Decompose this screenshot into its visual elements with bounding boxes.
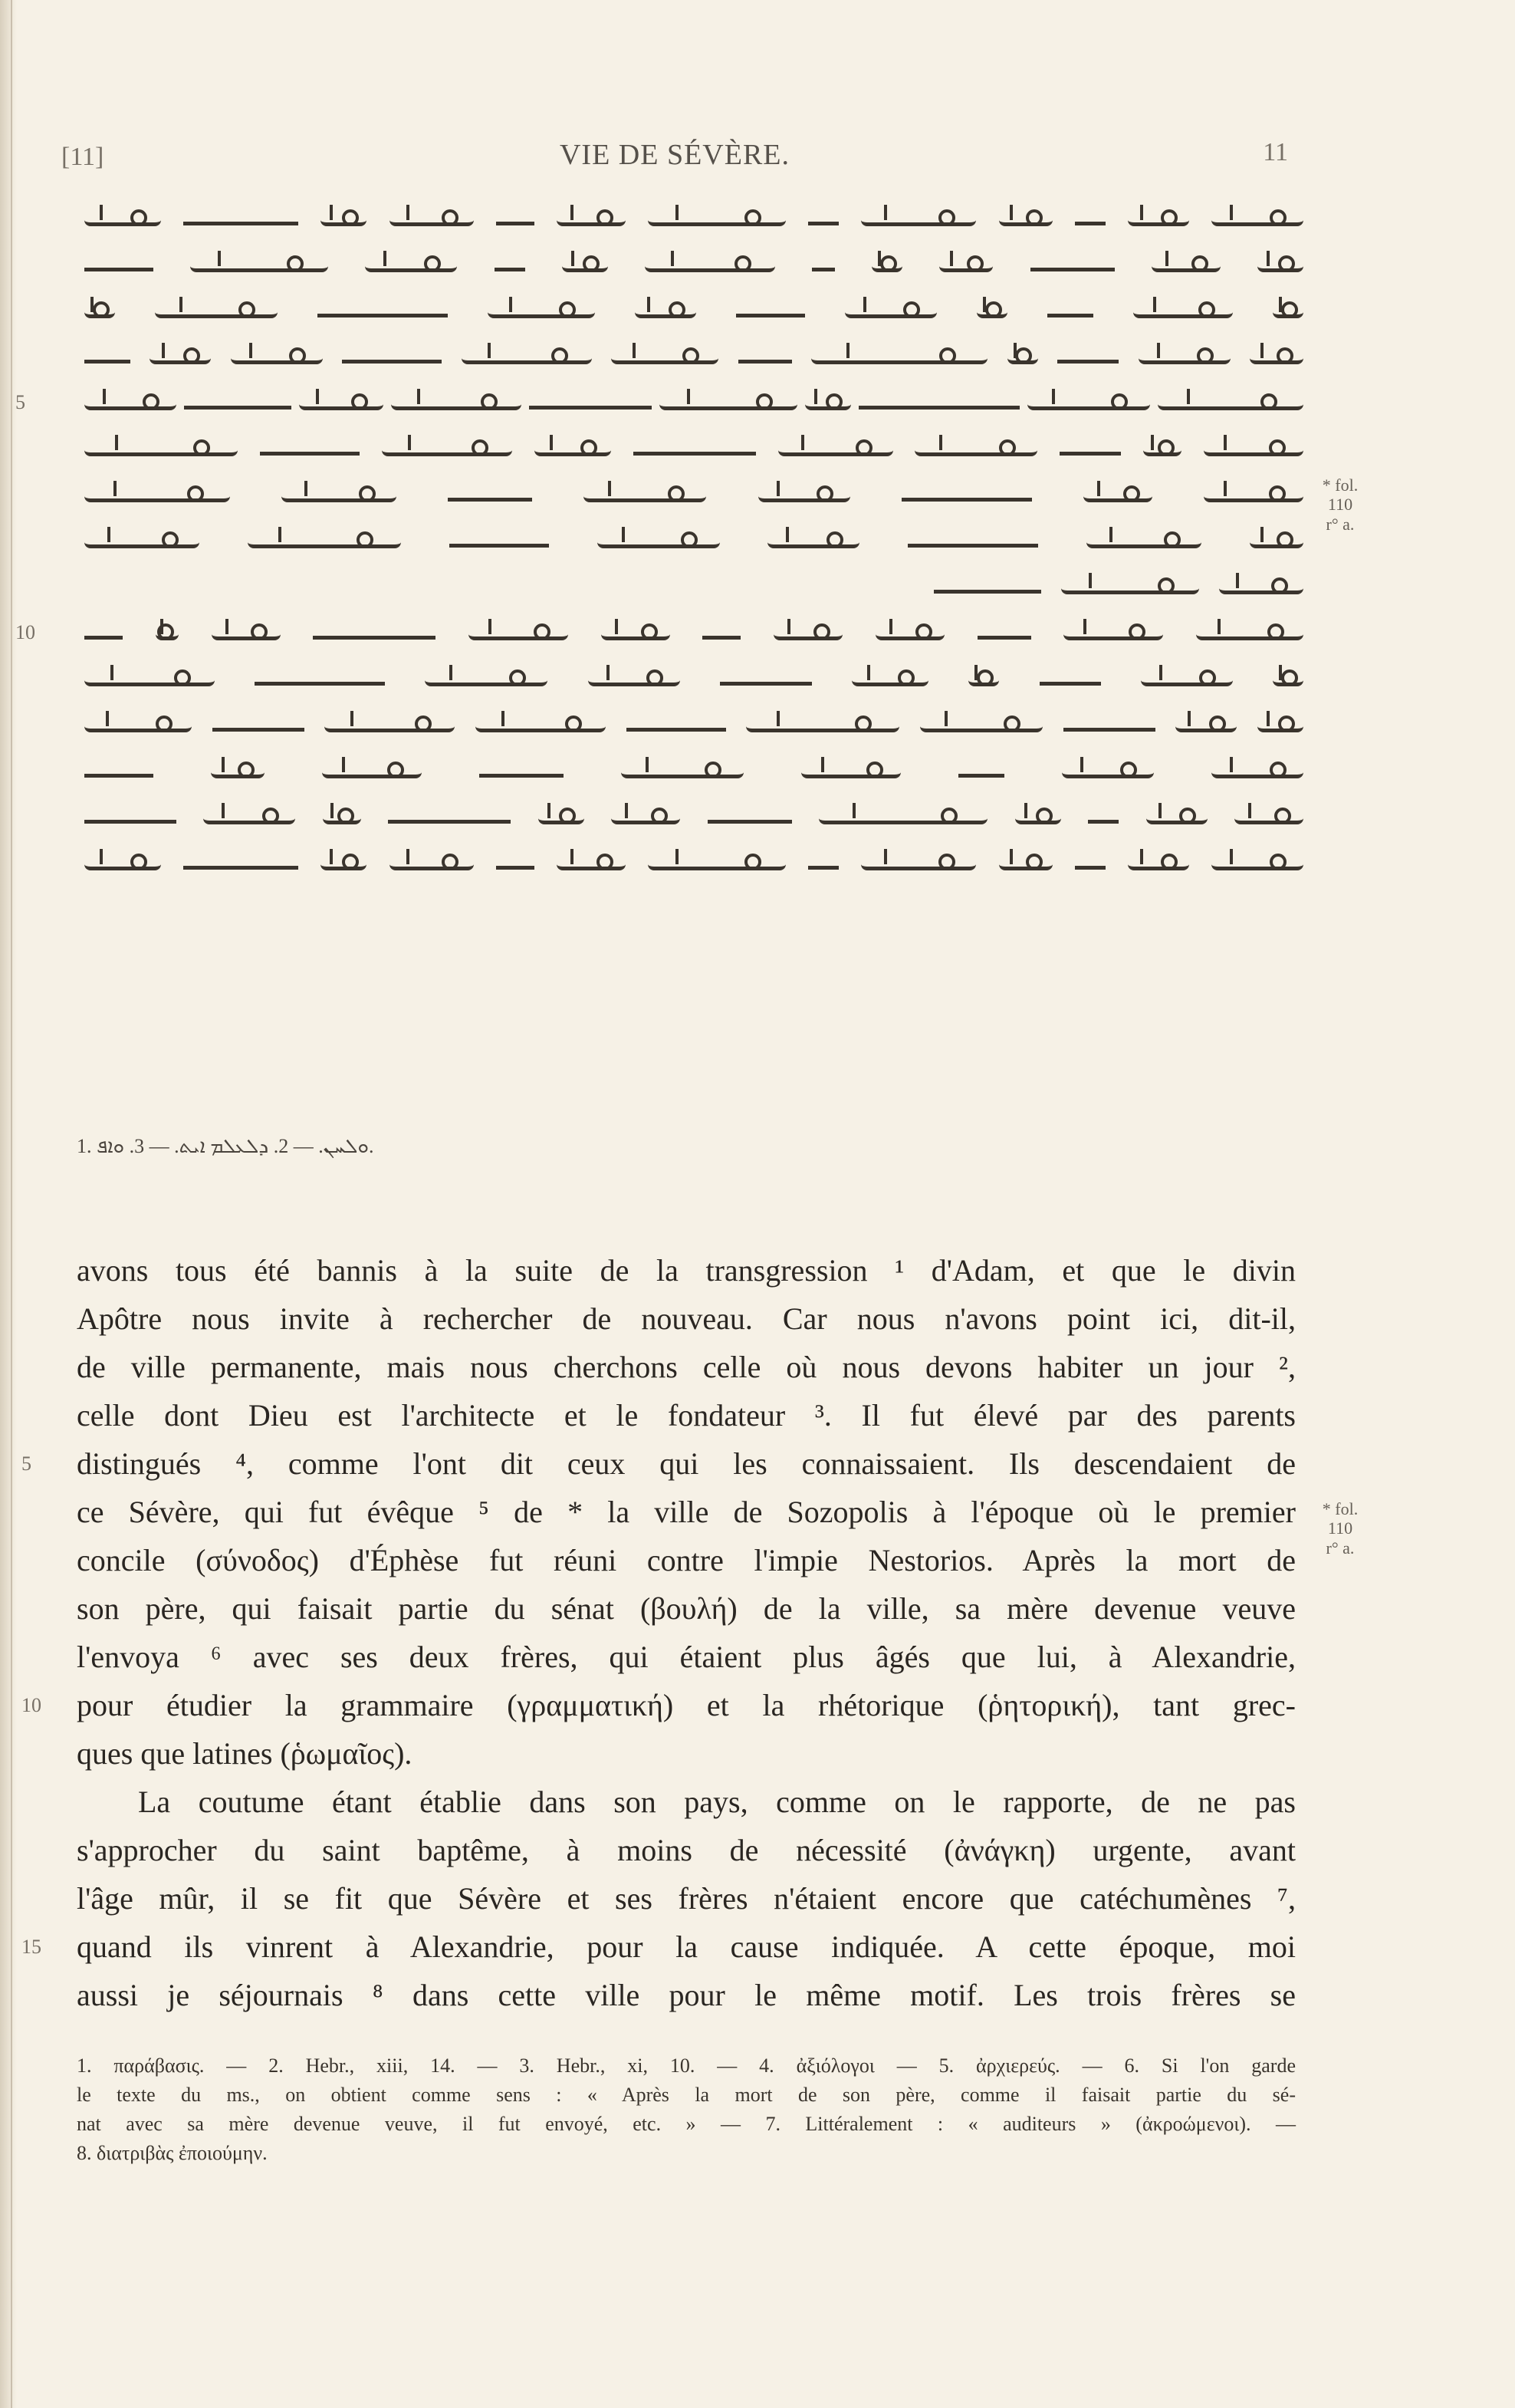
syriac-word — [449, 539, 549, 548]
syriac-word — [84, 215, 161, 226]
syriac-word — [859, 401, 1020, 410]
french-line — [21, 1439, 1296, 1488]
syriac-word — [313, 631, 435, 640]
syriac-line — [77, 428, 1303, 474]
syriac-word — [529, 401, 652, 410]
syriac-word — [1204, 492, 1303, 502]
syriac-script — [84, 842, 1303, 888]
syriac-word — [462, 354, 592, 364]
syriac-word — [1143, 446, 1181, 456]
syriac-word — [812, 263, 835, 271]
french-line — [77, 1778, 1296, 1826]
syriac-word — [774, 630, 843, 640]
syriac-word — [323, 814, 361, 824]
syriac-word — [150, 354, 211, 364]
syriac-word — [648, 215, 786, 226]
syriac-word — [626, 723, 726, 732]
syriac-word — [758, 492, 850, 502]
syriac-word — [281, 492, 396, 502]
syriac-word — [1075, 861, 1106, 870]
syriac-word — [324, 722, 455, 732]
page-number: 11 — [1263, 138, 1288, 166]
page-header — [61, 138, 1288, 184]
french-line-text: ques que latines (ῥωμαῖος). — [77, 1736, 412, 1771]
french-line — [77, 1246, 1296, 1294]
syriac-word — [84, 446, 238, 456]
syriac-word — [255, 677, 385, 686]
syriac-word — [908, 539, 1038, 548]
syriac-word — [746, 722, 899, 732]
syriac-word — [320, 860, 366, 870]
syriac-word — [212, 723, 304, 732]
syriac-word — [1175, 722, 1237, 732]
syriac-word — [1211, 215, 1303, 226]
syriac-word — [1211, 860, 1303, 870]
syriac-word — [84, 308, 115, 318]
syriac-word — [388, 815, 511, 824]
syriac-script — [84, 750, 1303, 796]
syriac-word — [1062, 768, 1154, 778]
syriac-line — [77, 474, 1303, 520]
syriac-word — [852, 676, 928, 686]
syriac-word — [84, 722, 192, 732]
syriac-word — [958, 769, 1004, 778]
syriac-word — [1250, 354, 1303, 364]
footnotes — [77, 2051, 1296, 2168]
french-line-text: Apôtre nous invite à rechercher de nouveau. Car nous n'avons point ici, dit-il, — [77, 1301, 1296, 1336]
syriac-word — [183, 861, 298, 870]
syriac-word — [468, 630, 568, 640]
syriac-word — [1204, 446, 1303, 456]
syriac-word — [1088, 815, 1119, 824]
french-line — [77, 1343, 1296, 1391]
syriac-word — [156, 630, 179, 640]
syriac-word — [1007, 354, 1038, 364]
syriac-script — [84, 704, 1303, 750]
syriac-word — [1133, 308, 1233, 318]
syriac-word — [920, 722, 1043, 732]
syriac-word — [633, 447, 756, 456]
syriac-word — [203, 814, 295, 824]
french-line-text: concile (σύνοδος) d'Éphèse fut réuni contre l'impie Nestorios. Après la mort de — [77, 1543, 1296, 1577]
syriac-word — [778, 446, 893, 456]
french-line-text: pour étudier la grammaire (γραμματική) et la rhétorique (ῥητορική), tant grec- — [77, 1688, 1296, 1722]
syriac-word — [588, 676, 680, 686]
syriac-word — [611, 814, 680, 824]
syriac-word — [231, 354, 323, 364]
syriac-word — [1257, 262, 1303, 272]
syriac-word — [557, 860, 626, 870]
syriac-word — [342, 355, 442, 364]
syriac-word — [635, 308, 696, 318]
syriac-word — [805, 400, 851, 410]
syriac-word — [1234, 814, 1303, 824]
syriac-word — [902, 493, 1032, 502]
syriac-word — [1047, 309, 1093, 317]
french-line-text: l'envoya ⁶ avec ses deux frères, qui étaient plus âgés que lui, à Alexandrie, — [77, 1640, 1296, 1674]
footnote-line: nat avec sa mère devenue veuve, il fut envoyé, etc. » — 7. Littéralement : « auditeurs » (ἀκροώμενοι). — — [77, 2113, 1296, 2135]
syriac-script — [84, 796, 1303, 842]
syriac-script — [84, 198, 1303, 244]
french-line — [77, 1294, 1296, 1343]
syriac-script — [84, 290, 1303, 336]
syriac-word — [496, 217, 534, 225]
french-line-text: quand ils vinrent à Alexandrie, pour la cause indiquée. A cette époque, moi — [77, 1929, 1296, 1964]
french-line — [77, 1729, 1296, 1778]
syriac-word — [1152, 262, 1221, 272]
syriac-word — [1030, 263, 1115, 271]
french-translation — [21, 1246, 1296, 2019]
syriac-word — [767, 538, 859, 548]
syriac-text-block — [15, 198, 1303, 888]
syriac-line — [77, 198, 1303, 244]
syriac-word — [84, 860, 161, 870]
syriac-word — [861, 215, 976, 226]
syriac-line — [77, 796, 1303, 842]
syriac-word — [968, 676, 999, 686]
syriac-word — [648, 860, 786, 870]
syriac-word — [479, 769, 564, 778]
syriac-word — [382, 446, 512, 456]
syriac-word — [872, 262, 902, 272]
syriac-word — [389, 860, 474, 870]
syriac-line — [77, 336, 1303, 382]
syriac-word — [1273, 308, 1303, 318]
syriac-word — [1063, 723, 1155, 732]
syriac-script — [84, 428, 1303, 474]
syriac-word — [978, 631, 1031, 640]
syriac-word — [1061, 584, 1199, 594]
syriac-word — [708, 815, 792, 824]
syriac-word — [84, 355, 130, 364]
syriac-apparatus: 1. ܘܠܚܢ. — 2. ܕܠܥܠܡ ܐܝܬ. — 3. ܘܐܦ. — [77, 1135, 374, 1157]
syriac-script — [84, 382, 1303, 428]
syriac-word — [1027, 400, 1150, 410]
syriac-word — [845, 308, 937, 318]
margin-note-french — [1310, 1499, 1371, 1558]
syriac-line — [77, 566, 1303, 612]
syriac-word — [1075, 217, 1106, 225]
syriac-word — [248, 538, 401, 548]
line-number: 15 — [21, 1936, 41, 1958]
french-line-text: l'âge mûr, il se fit que Sévère et ses frères n'étaient encore que catéchumènes ⁷, — [77, 1881, 1296, 1916]
syriac-word — [977, 308, 1007, 318]
syriac-word — [84, 815, 176, 824]
syriac-word — [84, 400, 176, 410]
syriac-word — [495, 263, 525, 271]
syriac-word — [183, 217, 298, 225]
syriac-word — [819, 814, 988, 824]
syriac-word — [808, 861, 839, 870]
syriac-word — [999, 215, 1053, 226]
syriac-word — [1057, 355, 1119, 364]
margin-note-line: * fol. 110 — [1322, 1499, 1359, 1538]
syriac-word — [876, 630, 945, 640]
syriac-word — [391, 400, 521, 410]
syriac-word — [389, 215, 474, 226]
syriac-word — [808, 217, 839, 225]
syriac-word — [1219, 584, 1303, 594]
syriac-word — [645, 262, 775, 272]
line-number: 10 — [21, 1694, 41, 1716]
syriac-word — [211, 768, 265, 778]
french-line — [77, 1488, 1296, 1536]
footnote-line: 8. διατριβὰς ἐποιούμην. — [77, 2142, 268, 2164]
french-line — [77, 1584, 1296, 1633]
syriac-word — [1273, 676, 1303, 686]
syriac-word — [939, 262, 993, 272]
syriac-word — [322, 768, 422, 778]
french-line — [77, 1826, 1296, 1874]
syriac-word — [934, 585, 1041, 594]
syriac-word — [84, 769, 153, 778]
syriac-word — [1139, 354, 1231, 364]
syriac-word — [365, 262, 457, 272]
syriac-word — [611, 354, 718, 364]
syriac-word — [317, 309, 448, 317]
margin-note-line: r° a. — [1326, 514, 1355, 534]
syriac-word — [212, 630, 281, 640]
line-number: 5 — [21, 1452, 31, 1475]
syriac-word — [659, 400, 797, 410]
french-line — [21, 1923, 1296, 1971]
syriac-word — [84, 492, 230, 502]
french-line — [77, 1874, 1296, 1923]
french-line — [21, 1681, 1296, 1729]
french-line-text: son père, qui faisait partie du sénat (βουλή) de la ville, sa mère devenue veuve — [77, 1591, 1296, 1626]
french-line-text: aussi je séjournais ⁸ dans cette ville pour le même motif. Les trois frères se — [77, 1978, 1296, 2012]
syriac-word — [1063, 630, 1163, 640]
french-line-text: La coutume étant établie dans son pays, comme on le rapporte, de ne pas — [138, 1785, 1296, 1819]
syriac-word — [601, 630, 670, 640]
syriac-word — [534, 446, 611, 456]
syriac-script — [84, 244, 1303, 290]
french-line-text: celle dont Dieu est l'architecte et le fondateur ³. Il fut élevé par des parents — [77, 1398, 1296, 1433]
syriac-word — [1086, 538, 1201, 548]
syriac-word — [1257, 722, 1303, 732]
folio-marker: [11] — [61, 143, 104, 171]
french-line-text: s'approcher du saint baptême, à moins de nécessité (ἀνάγκη) urgente, avant — [77, 1833, 1296, 1867]
syriac-line — [77, 244, 1303, 290]
french-line-text: distingués ⁴, comme l'ont dit ceux qui les connaissaient. Ils descendaient de — [77, 1446, 1296, 1481]
syriac-line — [77, 750, 1303, 796]
syriac-word — [448, 493, 532, 502]
syriac-line — [77, 704, 1303, 750]
syriac-word — [720, 677, 812, 686]
syriac-word — [583, 492, 706, 502]
binding-edge — [11, 0, 12, 2408]
margin-note-syriac — [1310, 475, 1371, 534]
syriac-word — [999, 860, 1053, 870]
syriac-word — [1128, 860, 1189, 870]
syriac-word — [84, 676, 215, 686]
syriac-line — [77, 842, 1303, 888]
syriac-word — [597, 538, 720, 548]
syriac-word — [861, 860, 976, 870]
running-title: VIE DE SÉVÈRE. — [559, 139, 790, 171]
syriac-word — [184, 401, 291, 410]
french-line — [77, 1633, 1296, 1681]
syriac-word — [1250, 538, 1303, 548]
syriac-word — [702, 631, 741, 640]
french-line-text: de ville permanente, mais nous cherchons celle où nous devons habiter un jour ², — [77, 1350, 1296, 1384]
syriac-line — [15, 612, 1303, 658]
syriac-word — [260, 447, 360, 456]
syriac-word — [557, 215, 626, 226]
syriac-word — [1083, 492, 1152, 502]
syriac-script — [84, 474, 1303, 520]
syriac-word — [425, 676, 547, 686]
syriac-word — [190, 262, 328, 272]
syriac-script — [84, 612, 1303, 658]
syriac-line — [77, 290, 1303, 336]
binding-gutter — [0, 0, 17, 2408]
syriac-word — [621, 768, 744, 778]
line-number: 5 — [15, 391, 25, 413]
syriac-word — [538, 814, 584, 824]
syriac-script — [84, 566, 1303, 612]
line-number: 10 — [15, 621, 35, 643]
syriac-word — [738, 355, 792, 364]
french-line — [77, 1536, 1296, 1584]
french-line — [77, 1391, 1296, 1439]
footnote-line: 1. παράβασις. — 2. Hebr., xiii, 14. — 3. Hebr., xi, 10. — 4. ἀξιόλογοι — 5. ἀρχιερεύς. — 6. Si l'on garde — [77, 2054, 1296, 2077]
syriac-word — [736, 309, 805, 317]
syriac-word — [299, 400, 383, 410]
syriac-word — [1128, 215, 1189, 226]
syriac-script — [84, 658, 1303, 704]
syriac-word — [496, 861, 534, 870]
syriac-word — [155, 308, 278, 318]
syriac-word — [84, 263, 153, 271]
syriac-word — [562, 262, 608, 272]
syriac-word — [1060, 447, 1121, 456]
syriac-word — [1158, 400, 1303, 410]
margin-note-line: * fol. 110 — [1322, 475, 1359, 515]
syriac-word — [811, 354, 988, 364]
syriac-word — [915, 446, 1037, 456]
french-line — [77, 1971, 1296, 2019]
syriac-word — [1015, 814, 1061, 824]
syriac-script — [84, 520, 1303, 566]
syriac-word — [1141, 676, 1233, 686]
syriac-line — [77, 520, 1303, 566]
footnote-line: le texte du ms., on obtient comme sens : « Après la mort de son père, comme il faisait partie du sé- — [77, 2084, 1296, 2106]
syriac-word — [84, 631, 123, 640]
syriac-word — [1211, 768, 1303, 778]
syriac-word — [1040, 677, 1101, 686]
syriac-word — [1146, 814, 1208, 824]
french-line-text: ce Sévère, qui fut évêque ⁵ de * la ville de Sozopolis à l'époque où le premier — [77, 1495, 1296, 1529]
syriac-line — [77, 658, 1303, 704]
margin-note-line: r° a. — [1326, 1538, 1355, 1558]
syriac-word — [84, 538, 199, 548]
syriac-word — [488, 308, 595, 318]
syriac-script — [84, 336, 1303, 382]
syriac-word — [1196, 630, 1303, 640]
syriac-word — [801, 768, 901, 778]
syriac-word — [475, 722, 606, 732]
french-line-text: avons tous été bannis à la suite de la transgression ¹ d'Adam, et que le divin — [77, 1253, 1296, 1288]
syriac-line — [15, 382, 1303, 428]
syriac-word — [320, 215, 366, 226]
